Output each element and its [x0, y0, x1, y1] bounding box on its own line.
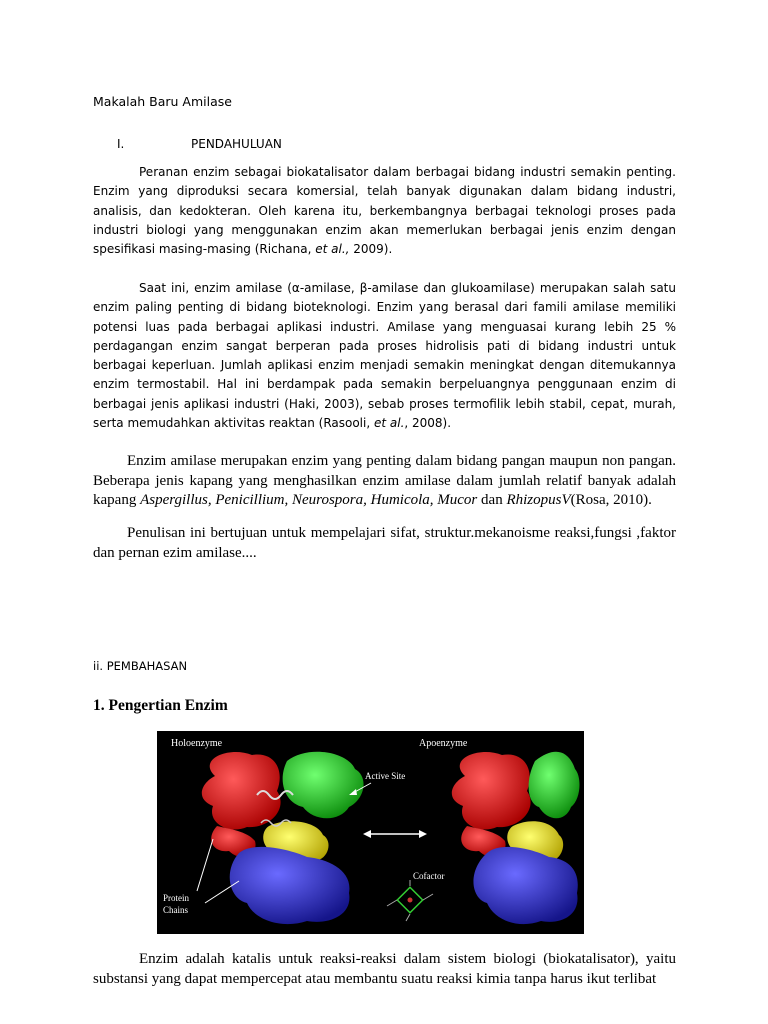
paragraph-intro-2 [93, 279, 676, 433]
enzyme-illustration [157, 731, 584, 934]
section-title-pendahuluan: PENDAHULUAN [191, 137, 282, 151]
paragraph-intro-4 [93, 524, 676, 563]
paragraph-enzim-definition [93, 950, 676, 989]
cofactor-label: Cofactor [413, 871, 445, 881]
para3-species: Aspergillus, Penicillium, Neurospora, Humicola, Mucor [140, 492, 478, 508]
paragraph-intro-3 [93, 452, 676, 511]
para1-text: Peranan enzim sebagai biokatalisator dalam berbagai bidang industri semakin penting. Enzim yang diproduksi secara komersial, telah banyak digunakan dalam bidang industri, analisis, dan kedokteran. Oleh karena itu, berkembangnya berbagai teknologi proses pada industri biologi yang menggunakan enzim akan memerlukan berbagai jenis enzim dengan spesifikasi masing-masing (Richana, [93, 165, 676, 257]
protein-label: Protein [163, 893, 189, 903]
enzyme-structure-figure [157, 731, 584, 934]
para3-species2: RhizopusV [506, 492, 571, 508]
para3-conj: dan [477, 492, 507, 508]
para4-text: Penulisan ini bertujuan untuk mempelajari sifat, struktur.mekanoisme reaksi,fungsi ,faktor dan pernan ezim amilase.... [93, 525, 676, 561]
para1-etal: et al., [315, 242, 350, 257]
para1-tail: 2009). [349, 242, 393, 257]
subsection-title: 1. Pengertian Enzim [93, 697, 228, 714]
para2-tail: , 2008). [404, 416, 452, 431]
para3-text: Enzim amilase merupakan enzim yang penting dalam bidang pangan maupun non pangan. Beberapa jenis kapang yang menghasilkan enzim amilase dalam jumlah relatif banyak adalah kapang [93, 453, 676, 508]
section-title-pembahasan: ii. PEMBAHASAN [93, 659, 188, 673]
para5-text: Enzim adalah katalis untuk reaksi-reaksi dalam sistem biologi (biokatalisator), yaitu substansi yang dapat mempercepat atau membantu suatu reaksi kimia tanpa harus ikut terlibat [93, 951, 676, 987]
section-number: I. [117, 137, 125, 151]
apoenzyme-label: Apoenzyme [419, 738, 468, 749]
para2-etal: et al. [373, 416, 405, 431]
holoenzyme-label: Holoenzyme [171, 738, 223, 749]
document-title: Makalah Baru Amilase [93, 94, 232, 109]
para2-text: Saat ini, enzim amilase (α-amilase, β-amilase dan glukoamilase) merupakan salah satu enzim paling penting di bidang bioteknologi. Enzim yang berasal dari famili amilase memiliki potensi luas pada berbagai aplikasi industri. Amilase yang menguasai kurang lebih 25 % perdagangan enzim sangat berperan pada proses hidrolisis pati di bidang industri untuk berbagai keperluan. Jumlah aplikasi enzim menjadi semakin meningkat dengan ditemukannya enzim termostabil. Hal ini berdampak pada semakin berpeluangnya penggunaan enzim di berbagai jenis aplikasi industri (Haki, 2003), sebab proses termofilik lebih stabil, cepat, murah, serta memudahkan aktivitas reaktan (Rasooli, [93, 281, 676, 431]
active-site-label: Active Site [365, 771, 406, 781]
paragraph-intro-1 [93, 163, 676, 259]
para3-citation: (Rosa, 2010). [570, 492, 652, 508]
chains-label: Chains [163, 905, 189, 915]
